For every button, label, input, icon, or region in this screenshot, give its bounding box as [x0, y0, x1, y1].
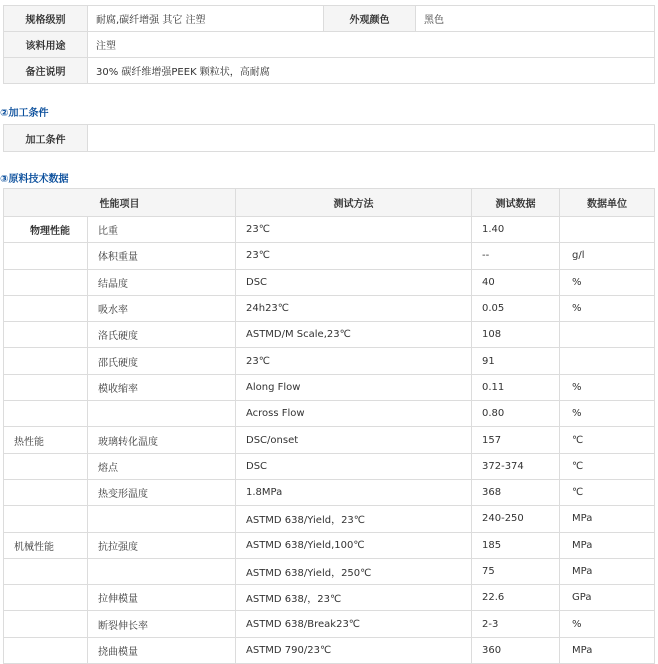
- grade-value: 耐腐,碳纤增强 其它 注塑: [88, 6, 324, 32]
- category-cell: [4, 269, 88, 295]
- method-cell: 23℃: [236, 243, 472, 269]
- table-row: [4, 532, 655, 558]
- method-cell: 23℃: [236, 217, 472, 243]
- table-row: [4, 453, 655, 479]
- header-property: 性能项目: [4, 189, 236, 217]
- method-cell: ASTMD 638/，23℃: [236, 585, 472, 611]
- method-cell: 23℃: [236, 348, 472, 374]
- unit-cell: [560, 322, 655, 348]
- item-cell: 断裂伸长率: [88, 611, 236, 637]
- basic-row-note: [4, 58, 655, 84]
- item-cell: 拉伸模量: [88, 585, 236, 611]
- item-cell: 抗拉强度: [88, 532, 236, 558]
- unit-cell: %: [560, 295, 655, 321]
- data-cell: 157: [472, 427, 560, 453]
- method-cell: DSC: [236, 269, 472, 295]
- data-cell: 91: [472, 348, 560, 374]
- unit-cell: MPa: [560, 637, 655, 663]
- method-cell: ASTMD 638/Yield，250℃: [236, 558, 472, 584]
- item-cell: 比重: [88, 217, 236, 243]
- data-cell: 0.80: [472, 401, 560, 427]
- table-row: [4, 401, 655, 427]
- item-cell: 热变形温度: [88, 479, 236, 505]
- method-cell: DSC/onset: [236, 427, 472, 453]
- method-cell: ASTMD 638/Yield，23℃: [236, 506, 472, 532]
- table-row: [4, 637, 655, 663]
- table-row: [4, 558, 655, 584]
- item-cell: [88, 506, 236, 532]
- table-row: [4, 479, 655, 505]
- item-cell: 熔点: [88, 453, 236, 479]
- method-cell: DSC: [236, 453, 472, 479]
- tech-data-table: [3, 188, 655, 664]
- category-cell: [4, 453, 88, 479]
- method-cell: 1.8MPa: [236, 479, 472, 505]
- table-row: [4, 348, 655, 374]
- unit-cell: ℃: [560, 479, 655, 505]
- data-cell: 0.05: [472, 295, 560, 321]
- item-cell: 玻璃转化温度: [88, 427, 236, 453]
- unit-cell: ℃: [560, 453, 655, 479]
- use-label: 该料用途: [4, 32, 88, 58]
- category-cell: 物理性能: [4, 217, 88, 243]
- category-cell: 热性能: [4, 427, 88, 453]
- table-row: [4, 611, 655, 637]
- category-cell: [4, 401, 88, 427]
- data-cell: 1.40: [472, 217, 560, 243]
- table-row: [4, 506, 655, 532]
- data-cell: 75: [472, 558, 560, 584]
- method-cell: ASTMD/M Scale,23℃: [236, 322, 472, 348]
- header-unit: 数据单位: [560, 189, 655, 217]
- grade-label: 规格级别: [4, 6, 88, 32]
- table-row: [4, 427, 655, 453]
- unit-cell: GPa: [560, 585, 655, 611]
- data-cell: 108: [472, 322, 560, 348]
- category-cell: [4, 374, 88, 400]
- processing-section-title: ②加工条件: [0, 108, 49, 119]
- data-cell: --: [472, 243, 560, 269]
- table-row: [4, 217, 655, 243]
- method-cell: Along Flow: [236, 374, 472, 400]
- table-row: [4, 243, 655, 269]
- method-cell: 24h23℃: [236, 295, 472, 321]
- table-row: [4, 322, 655, 348]
- note-label: 备注说明: [4, 58, 88, 84]
- category-cell: [4, 322, 88, 348]
- data-cell: 368: [472, 479, 560, 505]
- table-row: [4, 585, 655, 611]
- item-cell: 模收缩率: [88, 374, 236, 400]
- header-method: 测试方法: [236, 189, 472, 217]
- method-cell: ASTMD 790/23℃: [236, 637, 472, 663]
- basic-row-use: [4, 32, 655, 58]
- method-cell: ASTMD 638/Break23℃: [236, 611, 472, 637]
- processing-row: [4, 125, 655, 152]
- category-cell: 机械性能: [4, 532, 88, 558]
- item-cell: [88, 401, 236, 427]
- category-cell: [4, 585, 88, 611]
- method-cell: Across Flow: [236, 401, 472, 427]
- item-cell: 结晶度: [88, 269, 236, 295]
- table-row: [4, 374, 655, 400]
- item-cell: 吸水率: [88, 295, 236, 321]
- item-cell: [88, 558, 236, 584]
- use-value: 注塑: [88, 32, 655, 58]
- category-cell: [4, 637, 88, 663]
- category-cell: [4, 611, 88, 637]
- processing-table: [3, 124, 655, 152]
- category-cell: [4, 295, 88, 321]
- category-cell: [4, 506, 88, 532]
- data-cell: 185: [472, 532, 560, 558]
- data-cell: 360: [472, 637, 560, 663]
- unit-cell: MPa: [560, 506, 655, 532]
- unit-cell: %: [560, 401, 655, 427]
- note-value: 30% 碳纤维增强PEEK 颗粒状，高耐腐: [88, 58, 655, 84]
- basic-info-table: [3, 5, 655, 84]
- unit-cell: MPa: [560, 532, 655, 558]
- processing-label: 加工条件: [4, 125, 88, 152]
- unit-cell: %: [560, 374, 655, 400]
- unit-cell: %: [560, 611, 655, 637]
- category-cell: [4, 479, 88, 505]
- item-cell: 洛氏硬度: [88, 322, 236, 348]
- category-cell: [4, 348, 88, 374]
- category-cell: [4, 558, 88, 584]
- category-cell: [4, 243, 88, 269]
- table-row: [4, 295, 655, 321]
- tech-section-title: ③原料技术数据: [0, 174, 69, 185]
- basic-row-grade: [4, 6, 655, 32]
- table-row: [4, 269, 655, 295]
- color-label: 外观颜色: [324, 6, 416, 32]
- unit-cell: [560, 217, 655, 243]
- unit-cell: g/l: [560, 243, 655, 269]
- data-cell: 372-374: [472, 453, 560, 479]
- data-cell: 0.11: [472, 374, 560, 400]
- item-cell: 邵氏硬度: [88, 348, 236, 374]
- unit-cell: ℃: [560, 427, 655, 453]
- data-cell: 240-250: [472, 506, 560, 532]
- unit-cell: %: [560, 269, 655, 295]
- item-cell: 体积重量: [88, 243, 236, 269]
- data-cell: 2-3: [472, 611, 560, 637]
- unit-cell: MPa: [560, 558, 655, 584]
- color-value: 黑色: [416, 6, 655, 32]
- data-cell: 40: [472, 269, 560, 295]
- tech-header-row: [4, 189, 655, 217]
- method-cell: ASTMD 638/Yield,100℃: [236, 532, 472, 558]
- unit-cell: [560, 348, 655, 374]
- item-cell: 挠曲模量: [88, 637, 236, 663]
- tech-body: [4, 217, 655, 664]
- header-data: 测试数据: [472, 189, 560, 217]
- processing-value: [88, 125, 655, 152]
- data-cell: 22.6: [472, 585, 560, 611]
